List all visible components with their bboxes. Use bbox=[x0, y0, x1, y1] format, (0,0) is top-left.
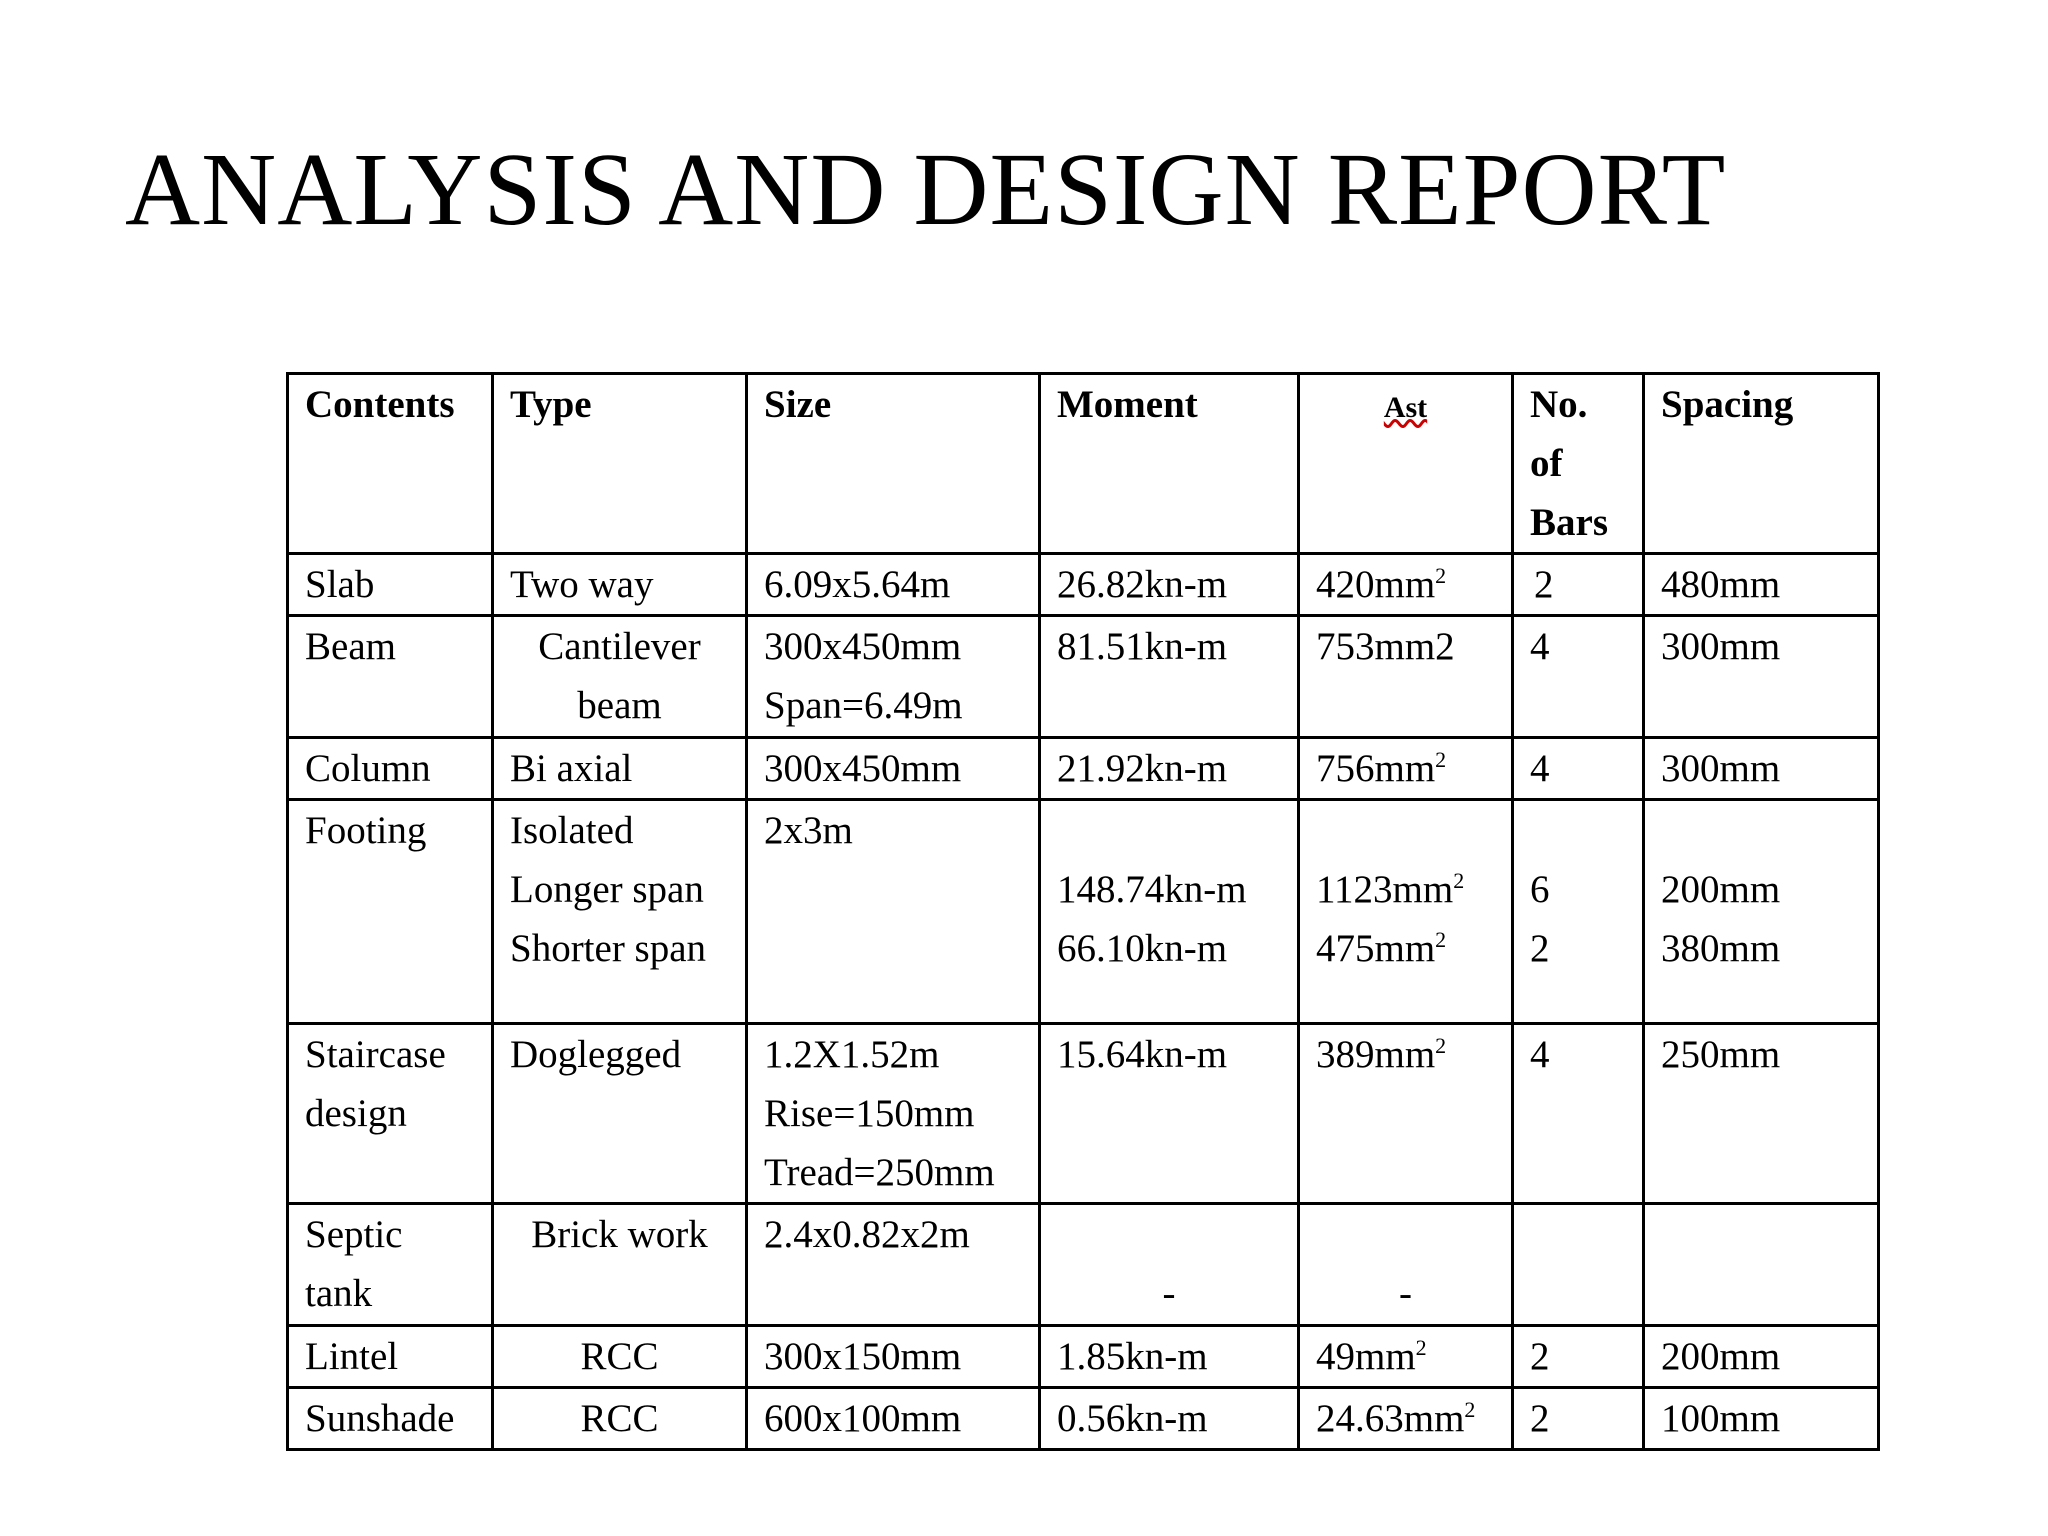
ast-symbol: Ast bbox=[1383, 391, 1428, 424]
cell-contents: Slab bbox=[288, 554, 493, 616]
cell-size: 300x150mm bbox=[747, 1326, 1040, 1388]
header-bars-line-3: Bars bbox=[1530, 501, 1608, 544]
cell-ast-line-2 bbox=[1316, 919, 1511, 978]
table-header-row bbox=[288, 374, 1879, 554]
cell-size-line-1: 300x450mm bbox=[764, 625, 962, 668]
cell-contents: Column bbox=[288, 738, 493, 800]
cell-size: 300x450mm bbox=[747, 738, 1040, 800]
cell-moment: 81.51kn-m bbox=[1040, 616, 1299, 738]
cell-bars-line-1: 6 bbox=[1530, 868, 1550, 911]
cell-type bbox=[493, 616, 747, 738]
ast-superscript: 2 bbox=[1453, 868, 1465, 893]
header-no-of-bars bbox=[1513, 374, 1644, 554]
cell-type: Brick work bbox=[493, 1204, 747, 1326]
table-row-lintel bbox=[288, 1326, 1879, 1388]
table-row-footing bbox=[288, 800, 1879, 1024]
cell-ast-dash: - bbox=[1399, 1272, 1412, 1315]
cell-moment-line-1: 148.74kn-m bbox=[1057, 868, 1247, 911]
design-report-table bbox=[286, 372, 1880, 1451]
cell-ast bbox=[1299, 1024, 1513, 1204]
cell-bars bbox=[1513, 800, 1644, 1024]
cell-spacing: 200mm bbox=[1644, 1326, 1879, 1388]
cell-contents: Sunshade bbox=[288, 1388, 493, 1450]
cell-ast bbox=[1299, 1388, 1513, 1450]
cell-moment bbox=[1040, 800, 1299, 1024]
ast-superscript: 2 bbox=[1435, 1033, 1447, 1058]
cell-size: 600x100mm bbox=[747, 1388, 1040, 1450]
cell-spacing: 300mm bbox=[1644, 738, 1879, 800]
cell-type-line-1: Cantilever bbox=[538, 625, 701, 668]
header-ast bbox=[1299, 374, 1513, 554]
ast-value: 420mm bbox=[1316, 563, 1436, 606]
cell-type-line-2: Longer span bbox=[510, 868, 704, 911]
ast-value: 24.63mm bbox=[1316, 1397, 1465, 1440]
ast-value: 49mm bbox=[1316, 1335, 1416, 1378]
cell-size: 2.4x0.82x2m bbox=[747, 1204, 1040, 1326]
cell-contents-line-1: Staircase bbox=[305, 1033, 446, 1076]
table-row-sunshade bbox=[288, 1388, 1879, 1450]
cell-spacing: 250mm bbox=[1644, 1024, 1879, 1204]
ast-value: 1123mm bbox=[1316, 868, 1454, 911]
cell-ast bbox=[1299, 800, 1513, 1024]
cell-contents: Beam bbox=[288, 616, 493, 738]
cell-bars: 4 bbox=[1513, 616, 1644, 738]
cell-contents bbox=[288, 1204, 493, 1326]
cell-moment bbox=[1040, 1204, 1299, 1326]
header-type: Type bbox=[493, 374, 747, 554]
cell-size-line-2: Span=6.49m bbox=[764, 684, 963, 727]
cell-ast bbox=[1299, 1326, 1513, 1388]
header-bars-line-2: of bbox=[1530, 442, 1563, 485]
cell-ast: 753mm2 bbox=[1299, 616, 1513, 738]
cell-size: 6.09x5.64m bbox=[747, 554, 1040, 616]
table-row-column bbox=[288, 738, 1879, 800]
cell-bars: 4 bbox=[1513, 1024, 1644, 1204]
table-row-beam bbox=[288, 616, 1879, 738]
cell-ast-line-1 bbox=[1316, 860, 1511, 919]
cell-moment-dash: - bbox=[1162, 1272, 1176, 1315]
cell-bars-line-2: 2 bbox=[1530, 927, 1550, 970]
cell-moment-line-2: 66.10kn-m bbox=[1057, 927, 1228, 970]
cell-moment: 0.56kn-m bbox=[1040, 1388, 1299, 1450]
cell-size-line-3: Tread=250mm bbox=[764, 1151, 995, 1194]
cell-size-line-1: 1.2X1.52m bbox=[764, 1033, 940, 1076]
cell-moment: 1.85kn-m bbox=[1040, 1326, 1299, 1388]
cell-bars bbox=[1513, 1204, 1644, 1326]
cell-ast bbox=[1299, 738, 1513, 800]
cell-spacing: 480mm bbox=[1644, 554, 1879, 616]
header-bars-line-1: No. bbox=[1530, 383, 1588, 426]
cell-contents-line-1: Septic bbox=[305, 1213, 403, 1256]
cell-size bbox=[747, 616, 1040, 738]
cell-type bbox=[493, 800, 747, 1024]
table-row-staircase bbox=[288, 1024, 1879, 1204]
cell-contents: Footing bbox=[288, 800, 493, 1024]
cell-contents: Lintel bbox=[288, 1326, 493, 1388]
cell-contents-line-2: design bbox=[305, 1092, 407, 1135]
ast-superscript: 2 bbox=[1435, 927, 1447, 952]
cell-contents bbox=[288, 1024, 493, 1204]
cell-type: Two way bbox=[493, 554, 747, 616]
cell-type: RCC bbox=[493, 1388, 747, 1450]
cell-spacing: 300mm bbox=[1644, 616, 1879, 738]
header-spacing: Spacing bbox=[1644, 374, 1879, 554]
header-moment: Moment bbox=[1040, 374, 1299, 554]
ast-superscript: 2 bbox=[1435, 563, 1447, 588]
cell-bars: 2 bbox=[1513, 554, 1644, 616]
ast-value: 756mm bbox=[1316, 747, 1436, 790]
ast-superscript: 2 bbox=[1415, 1335, 1427, 1360]
cell-ast bbox=[1299, 1204, 1513, 1326]
cell-size: 2x3m bbox=[747, 800, 1040, 1024]
cell-spacing-line-2: 380mm bbox=[1661, 927, 1781, 970]
cell-size bbox=[747, 1024, 1040, 1204]
cell-spacing-line-1: 200mm bbox=[1661, 868, 1781, 911]
cell-size-line-2: Rise=150mm bbox=[764, 1092, 975, 1135]
cell-bars: 4 bbox=[1513, 738, 1644, 800]
cell-type: Doglegged bbox=[493, 1024, 747, 1204]
cell-contents-line-2: tank bbox=[305, 1272, 373, 1315]
table-row-septic-tank bbox=[288, 1204, 1879, 1326]
cell-spacing bbox=[1644, 1204, 1879, 1326]
cell-moment: 26.82kn-m bbox=[1040, 554, 1299, 616]
cell-type: RCC bbox=[493, 1326, 747, 1388]
cell-moment: 15.64kn-m bbox=[1040, 1024, 1299, 1204]
ast-value: 475mm bbox=[1316, 927, 1436, 970]
ast-superscript: 2 bbox=[1464, 1397, 1476, 1422]
ast-superscript: 2 bbox=[1435, 747, 1447, 772]
cell-ast bbox=[1299, 554, 1513, 616]
cell-bars: 2 bbox=[1513, 1326, 1644, 1388]
cell-spacing bbox=[1644, 800, 1879, 1024]
cell-type-line-1: Isolated bbox=[510, 809, 634, 852]
page-title: ANALYSIS AND DESIGN REPORT bbox=[125, 132, 1727, 247]
header-size: Size bbox=[747, 374, 1040, 554]
cell-moment: 21.92kn-m bbox=[1040, 738, 1299, 800]
cell-bars: 2 bbox=[1513, 1388, 1644, 1450]
ast-value: 389mm bbox=[1316, 1033, 1436, 1076]
cell-type-line-3: Shorter span bbox=[510, 927, 707, 970]
cell-spacing: 100mm bbox=[1644, 1388, 1879, 1450]
table-row-slab bbox=[288, 554, 1879, 616]
cell-type: Bi axial bbox=[493, 738, 747, 800]
header-contents: Contents bbox=[288, 374, 493, 554]
cell-type-line-2: beam bbox=[577, 684, 662, 727]
